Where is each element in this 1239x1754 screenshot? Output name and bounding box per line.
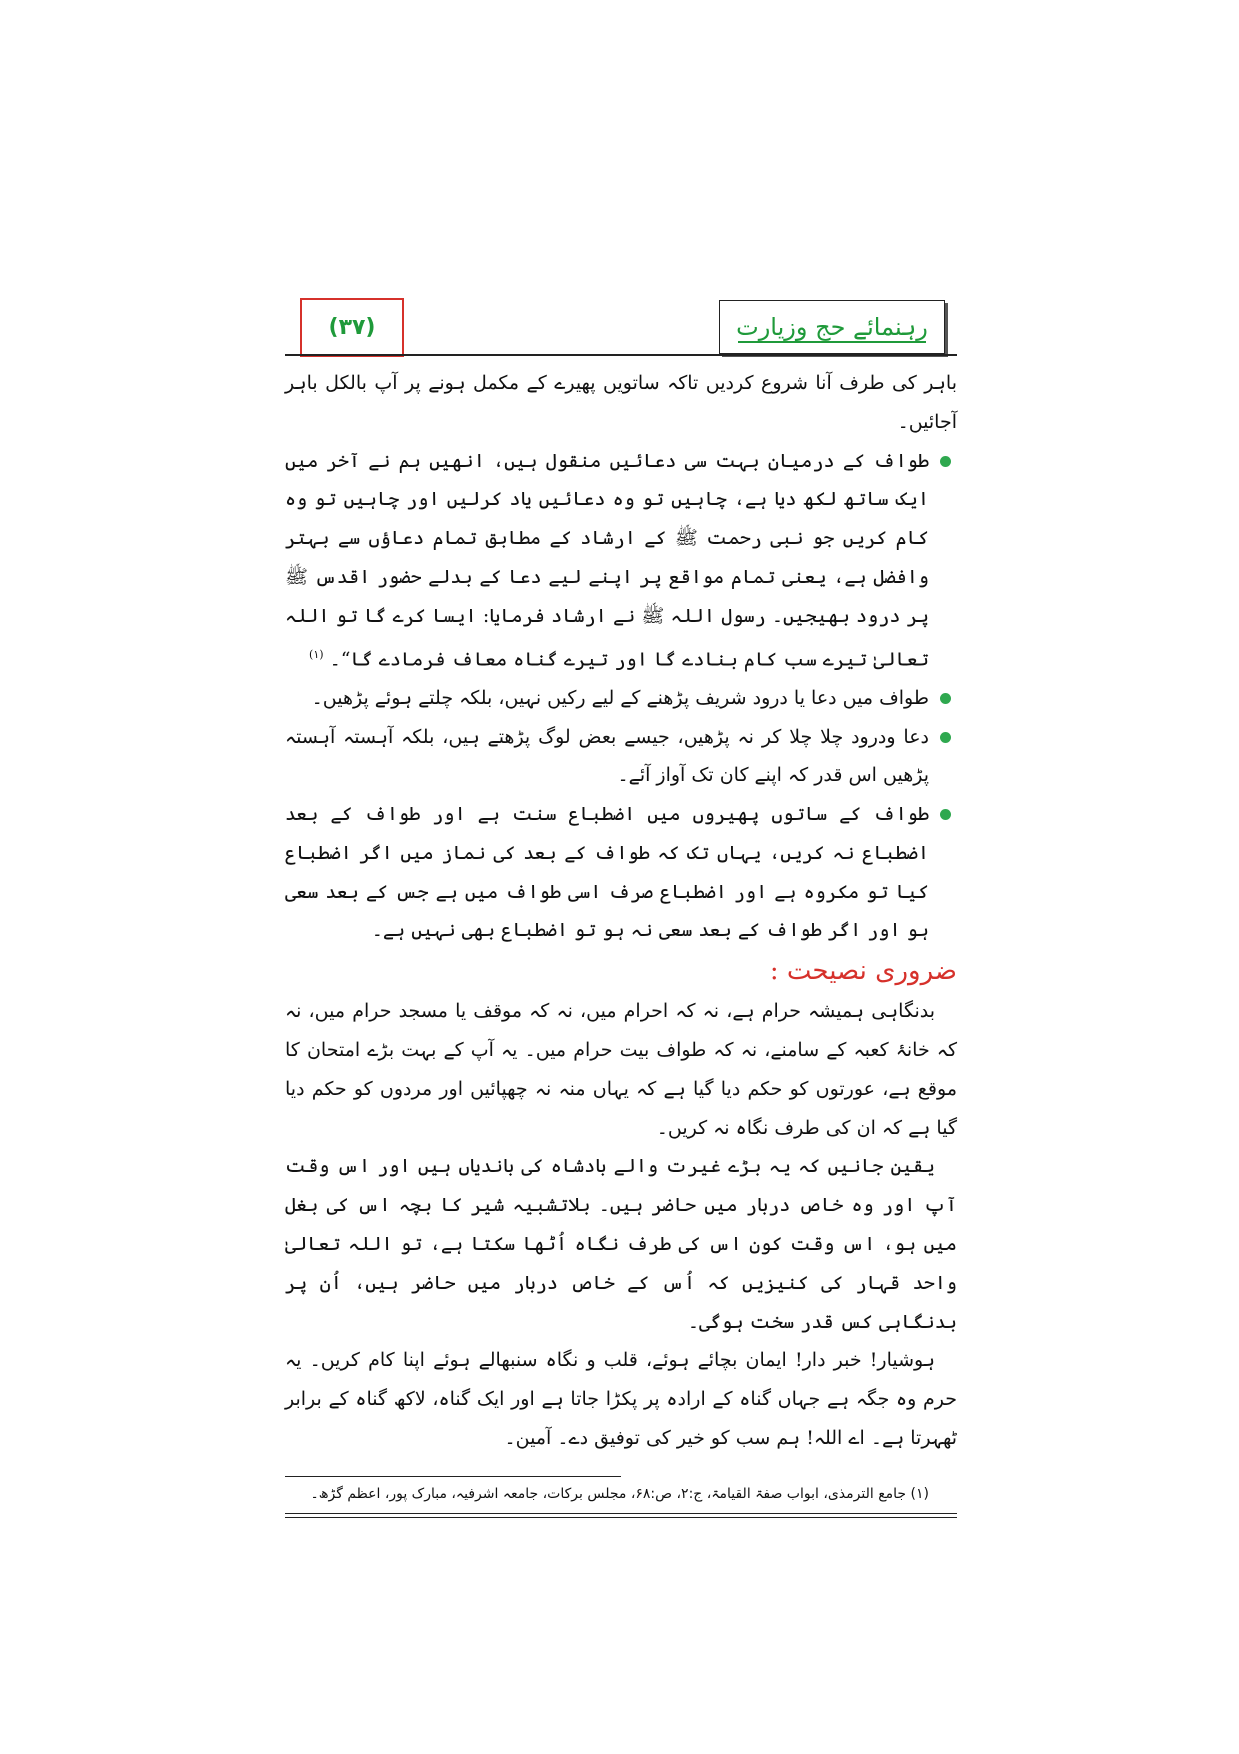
page-number: (۳۷)	[328, 315, 376, 340]
book-title: رہنمائے حج وزیارت	[736, 313, 928, 341]
advice-paragraph: یقین جانیں کہ یہ بڑے غیرت والے بادشاہ کی باندیاں ہیں اور اس وقت آپ اور وہ خاص دربار میں حاضر ہیں۔ بلاتشبیہ شیر کا بچہ اس کی بغل میں ہو، اس وقت کون اس کی طرف نگاہ اُٹھا سکتا ہے، تو اللہ تعالیٰ واحد قہار کی کنیزیں کہ اُس کے خاص دربار میں حاضر ہیں، اُن پر بدنگاہی کس قدر سخت ہوگی۔	[285, 1155, 957, 1333]
section-heading: ضروری نصیحت :	[769, 956, 957, 987]
bullet-item	[285, 718, 957, 796]
footnote: (۱) جامع الترمذی، ابواب صفۃ القیامۃ، ج:۲، ص:۶۸، مجلس برکات، جامعہ اشرفیہ، مبارک پور، اعظم گڑھ۔	[310, 1486, 929, 1503]
bullet-item	[285, 679, 957, 718]
bottom-double-rule	[285, 1513, 957, 1518]
bullet-text: طواف میں دعا یا درود شریف پڑھنے کے لیے رکیں نہیں، بلکہ چلتے ہوئے پڑھیں۔	[311, 686, 929, 709]
bullet-text: طواف کے ساتوں پھیروں میں اضطباع سنت ہے اور طواف کے بعد اضطباع نہ کریں، یہاں تک کہ طواف کے بعد کی نماز میں اگر اضطباع کیا تو مکروہ ہے اور اضطباع صرف اسی طواف میں ہے جس کے بعد سعی ہو اور اگر طواف کے بعد سعی نہ ہو تو اضطباع بھی نہیں ہے۔	[285, 803, 929, 942]
advice-paragraph: بدنگاہی ہمیشہ حرام ہے، نہ کہ احرام میں، نہ کہ موقف یا مسجد حرام میں، نہ کہ خانۂ کعبہ کے سامنے، نہ کہ طواف بیت حرام میں۔ یہ آپ کے بہت بڑے امتحان کا موقع ہے، عورتوں کو حکم دیا گیا ہے کہ یہاں منہ نہ چھپائیں اور مردوں کو حکم دیا گیا ہے کہ ان کی طرف نگاہ نہ کریں۔	[285, 1000, 957, 1139]
page-number-box	[300, 298, 404, 357]
footnote-marker: (۱)	[309, 647, 324, 661]
bullet-text: طواف کے درمیان بہت سی دعائیں منقول ہیں، انھیں ہم نے آخر میں ایک ساتھ لکھ دیا ہے، چاہیں تو وہ دعائیں یاد کرلیں اور چاہیں تو وہ کام کریں جو نبی رحمت ﷺ کے ارشاد کے مطابق تمام دعاؤں سے بہتر وافضل ہے، یعنی تمام مواقع پر اپنے لیے دعا کے بدلے حضور اقدس ﷺ پر درود بھیجیں۔ رسول اللہ ﷺ نے ارشاد فرمایا: ایسا کرے گا تو اللہ تعالیٰ تیرے سب کام بنادے گا اور تیرے گناہ معاف فرمادے گا“۔	[285, 449, 929, 670]
bullet-item	[285, 442, 957, 679]
bullet-dot-icon	[940, 732, 951, 743]
paragraph: باہر کی طرف آنا شروع کردیں تاکہ ساتویں پھیرے کے مکمل ہونے پر آپ بالکل باہر آجائیں۔	[285, 372, 957, 433]
bullet-text: دعا ودرود چلا چلا کر نہ پڑھیں، جیسے بعض لوگ پڑھتے ہیں، بلکہ آہستہ آہستہ پڑھیں اس قدر کہ اپنے کان تک آواز آئے۔	[285, 725, 929, 787]
page-header	[285, 298, 957, 364]
book-page	[285, 298, 957, 1518]
bullet-dot-icon	[940, 809, 951, 820]
bullet-dot-icon	[940, 456, 951, 467]
title-underline	[738, 341, 926, 343]
bullet-dot-icon	[940, 693, 951, 704]
header-divider	[285, 354, 957, 356]
bullet-item	[285, 795, 957, 950]
advice-paragraph: ہوشیار! خبر دار! ایمان بچائے ہوئے، قلب و نگاہ سنبھالے ہوئے اپنا کام کریں۔ یہ حرم وہ جگہ ہے جہاں گناہ کے ارادہ پر پکڑا جاتا ہے اور ایک گناہ، لاکھ گناہ کے برابر ٹھہرتا ہے۔ اے اللہ! ہم سب کو خیر کی توفیق دے۔ آمین۔	[285, 1349, 957, 1450]
book-title-box	[719, 300, 945, 354]
page-body	[285, 364, 957, 1458]
